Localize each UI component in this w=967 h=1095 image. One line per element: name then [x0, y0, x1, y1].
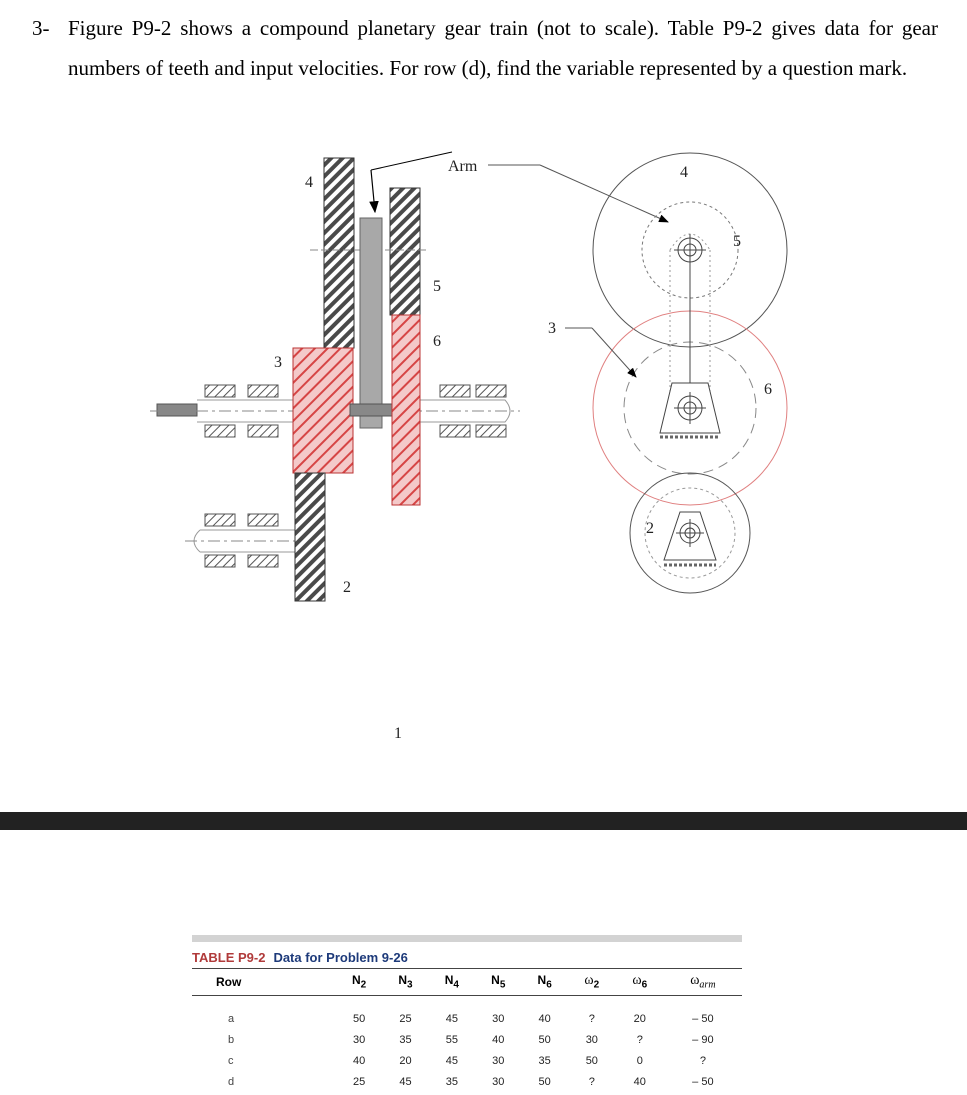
table-cell: 45: [445, 1054, 458, 1067]
front-view: [548, 153, 787, 593]
table-header-cell: $N_4$: [429, 969, 475, 996]
table-body: [192, 996, 742, 1093]
table-cell: 40: [538, 1012, 551, 1025]
table-cell: d: [228, 1075, 235, 1088]
table-cell: 55: [445, 1033, 458, 1046]
table-header-cell: $N_6$: [521, 969, 567, 996]
table-cell: ?: [636, 1033, 643, 1046]
table-cell: 40: [492, 1033, 505, 1046]
label-gear-4-side: 4: [305, 174, 313, 191]
table-cell: 50: [352, 1012, 366, 1025]
label-gear-2-front: 2: [646, 520, 654, 537]
label-gear-3-side: 3: [274, 354, 282, 371]
label-gear-6-front: 6: [764, 381, 772, 398]
table-cell: 30: [352, 1033, 366, 1046]
table-cell: – 50: [692, 1012, 714, 1025]
table-cell: 30: [585, 1033, 598, 1046]
problem-text: Figure P9-2 shows a compound planetary gear train (not to scale). Table P9-2 gives data for gear numbers of teeth and input velocities. For row (d), find the variable represented by a question mark.: [68, 16, 938, 80]
table-caption: [192, 948, 742, 968]
gear-2-side: [295, 473, 325, 601]
table-row: [192, 1071, 742, 1092]
gear-3-side: [293, 348, 353, 473]
table-cell: a: [228, 1012, 235, 1025]
label-gear-6-side: 6: [433, 333, 441, 350]
side-view: [150, 152, 520, 742]
table-cell: 50: [538, 1033, 551, 1046]
label-gear-5-front: 5: [733, 233, 741, 250]
label-frame: 1: [394, 725, 402, 742]
label-gear-5-side: 5: [433, 278, 441, 295]
table-cell: – 50: [692, 1075, 714, 1088]
table-cell: ?: [699, 1054, 706, 1067]
table-header-row: [192, 969, 742, 996]
gear-train-figure: [0, 140, 967, 760]
table-row: [192, 1029, 742, 1050]
table-cell: 50: [538, 1075, 551, 1088]
table-cell: 45: [445, 1012, 458, 1025]
data-table-block: [192, 935, 742, 1092]
gear-data-table: [192, 968, 742, 1092]
table-cell: 50: [585, 1054, 598, 1067]
table-cell: 20: [633, 1012, 646, 1025]
label-gear-2-side: 2: [343, 579, 351, 596]
table-cell: ?: [588, 1075, 595, 1088]
label-gear-4-front: 4: [680, 164, 688, 181]
table-cell: 30: [492, 1075, 505, 1088]
table-header-cell: $N_3$: [382, 969, 428, 996]
table-cell: 40: [633, 1075, 646, 1088]
label-arm: Arm: [448, 158, 478, 175]
table-row: [192, 1008, 742, 1029]
gear-4-side: [324, 158, 354, 348]
pivot-upper: [674, 234, 706, 266]
table-header-cell: $\omega_2$: [568, 969, 616, 996]
table-cell: 0: [636, 1054, 643, 1067]
table-header-cell: Row: [192, 969, 336, 996]
table-cell: 35: [445, 1075, 458, 1088]
arm-side: [360, 218, 382, 428]
table-cell: 45: [399, 1075, 412, 1088]
page-divider: [0, 812, 967, 830]
table-cell: 30: [492, 1012, 505, 1025]
problem-number: 3-: [32, 16, 50, 40]
table-cell: ?: [588, 1012, 595, 1025]
table-cell: – 90: [692, 1033, 714, 1046]
gear-5-side: [390, 188, 420, 315]
table-cell: 20: [399, 1054, 412, 1067]
gear-6-side: [392, 315, 420, 505]
input-shaft: [157, 404, 197, 416]
table-cell: c: [228, 1054, 234, 1067]
table-cell: 35: [538, 1054, 551, 1067]
table-header-cell: $N_5$: [475, 969, 521, 996]
table-cell: 25: [399, 1012, 412, 1025]
table-header-cell: $\omega_{arm}$: [664, 969, 742, 996]
table-cell: 40: [352, 1054, 366, 1067]
table-cell: 25: [352, 1075, 366, 1088]
pivot-lower: [664, 512, 716, 565]
table-cell: 35: [399, 1033, 412, 1046]
pivot-middle: [660, 383, 720, 437]
table-tag: TABLE P9-2: [192, 950, 266, 965]
table-top-bar: [192, 935, 742, 942]
table-title: Data for Problem 9-26: [273, 950, 408, 965]
table-header-cell: $N_2$: [336, 969, 382, 996]
table-cell: b: [228, 1033, 235, 1046]
table-cell: 30: [492, 1054, 505, 1067]
label-gear-3-front: 3: [548, 320, 556, 337]
table-header-cell: $\omega_6$: [616, 969, 664, 996]
table-row: [192, 1050, 742, 1071]
